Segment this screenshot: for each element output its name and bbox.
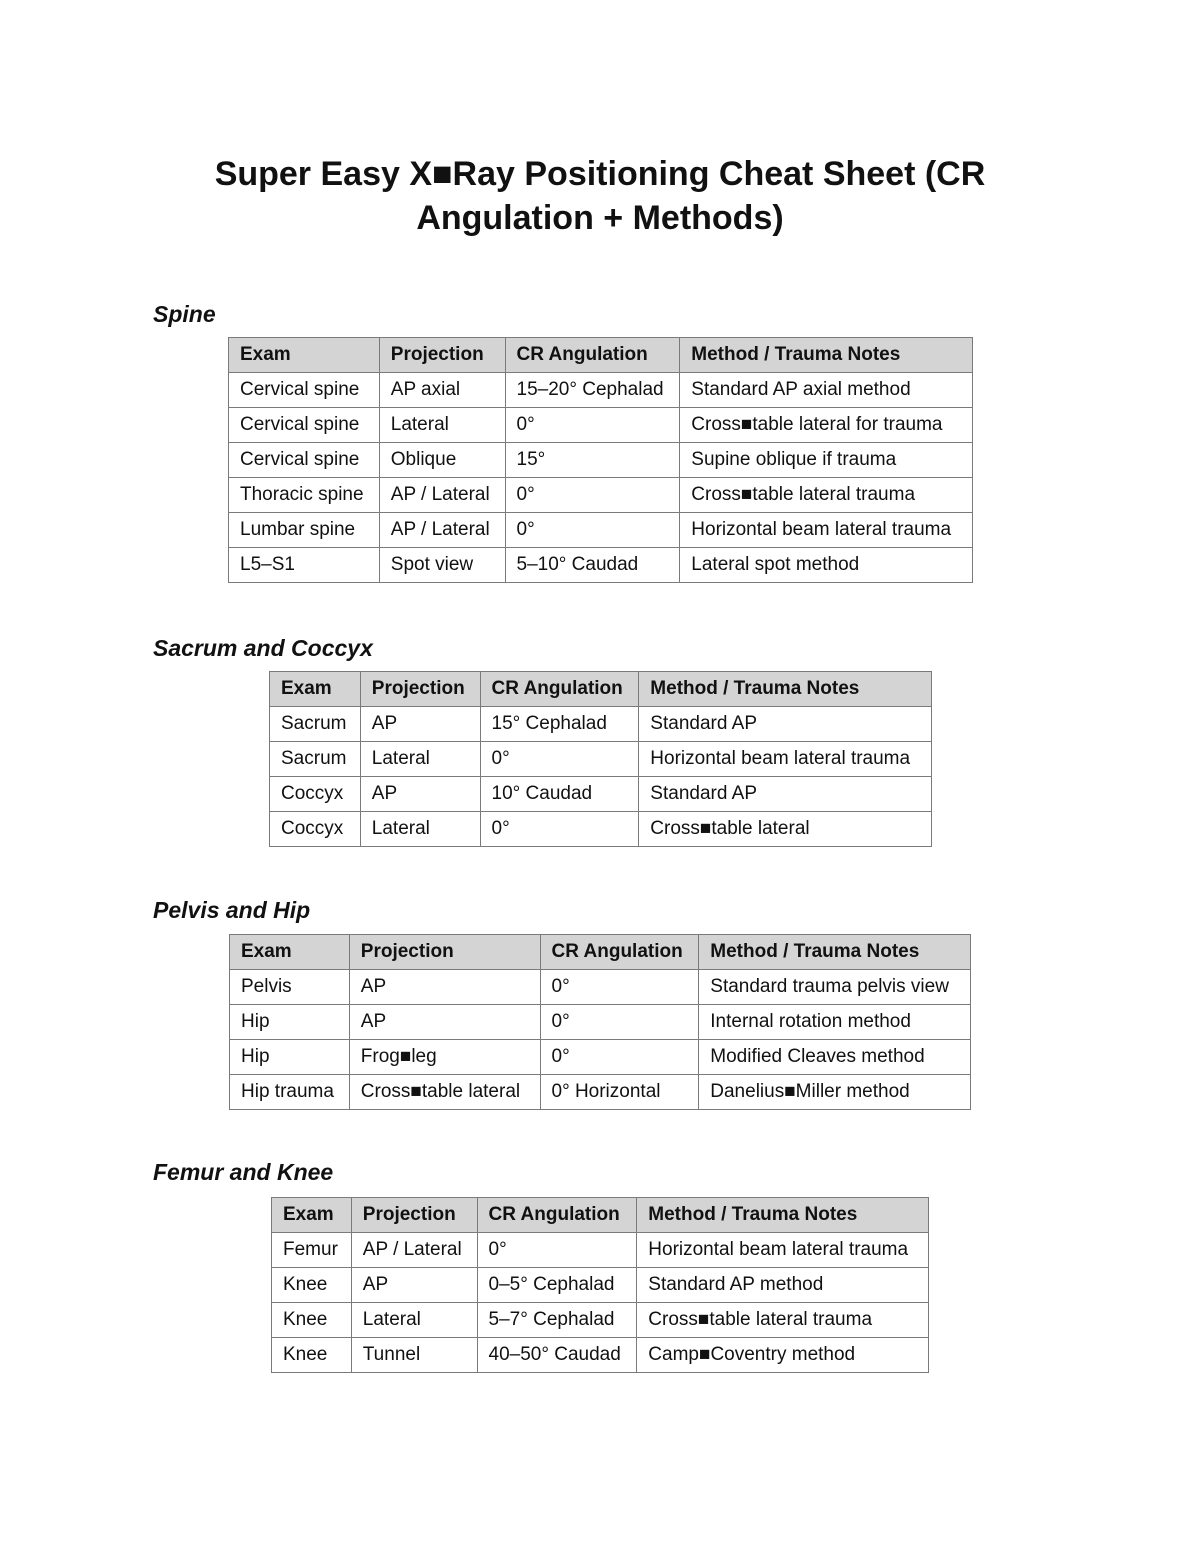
table-row	[230, 1040, 971, 1075]
cell-method: Camp■Coventry method	[637, 1338, 929, 1373]
cell-projection: AP / Lateral	[379, 478, 505, 513]
table-row	[230, 970, 971, 1005]
table-row	[229, 408, 973, 443]
table-header-row	[229, 338, 973, 373]
cell-exam: Coccyx	[270, 812, 361, 847]
cell-projection: AP / Lateral	[379, 513, 505, 548]
cell-cr-angulation: 5–10° Caudad	[505, 548, 680, 583]
column-header-method: Method / Trauma Notes	[680, 338, 973, 373]
cell-exam: Femur	[272, 1233, 352, 1268]
cell-cr-angulation: 0° Horizontal	[540, 1075, 699, 1110]
cell-cr-angulation: 15°	[505, 443, 680, 478]
cell-projection: Lateral	[360, 742, 480, 777]
column-header-projection: Projection	[360, 672, 480, 707]
cell-projection: Lateral	[351, 1303, 477, 1338]
cell-cr-angulation: 0°	[540, 1040, 699, 1075]
column-header-cr-angulation: CR Angulation	[477, 1198, 637, 1233]
cell-exam: Coccyx	[270, 777, 361, 812]
cell-projection: AP	[349, 1005, 540, 1040]
cell-cr-angulation: 15–20° Cephalad	[505, 373, 680, 408]
column-header-cr-angulation: CR Angulation	[480, 672, 639, 707]
column-header-projection: Projection	[379, 338, 505, 373]
cell-method: Standard AP axial method	[680, 373, 973, 408]
cell-cr-angulation: 10° Caudad	[480, 777, 639, 812]
cell-cr-angulation: 5–7° Cephalad	[477, 1303, 637, 1338]
table-row	[229, 373, 973, 408]
column-header-method: Method / Trauma Notes	[639, 672, 932, 707]
table-row	[270, 742, 932, 777]
cell-method: Lateral spot method	[680, 548, 973, 583]
cell-exam: Knee	[272, 1338, 352, 1373]
column-header-cr-angulation: CR Angulation	[505, 338, 680, 373]
cell-method: Horizontal beam lateral trauma	[637, 1233, 929, 1268]
section-heading-pelvis-hip: Pelvis and Hip	[153, 897, 311, 923]
table-header-row	[270, 672, 932, 707]
cell-exam: Cervical spine	[229, 408, 380, 443]
table-row	[272, 1233, 929, 1268]
table-row	[230, 1005, 971, 1040]
cell-exam: Knee	[272, 1268, 352, 1303]
column-header-exam: Exam	[230, 935, 350, 970]
cell-exam: Hip	[230, 1005, 350, 1040]
section-heading-spine: Spine	[153, 301, 216, 327]
cell-exam: Sacrum	[270, 742, 361, 777]
cell-cr-angulation: 0°	[505, 408, 680, 443]
pelvis-hip-table	[229, 934, 971, 1110]
cell-projection: AP / Lateral	[351, 1233, 477, 1268]
cell-projection: Lateral	[360, 812, 480, 847]
cell-exam: Sacrum	[270, 707, 361, 742]
cell-projection: Cross■table lateral	[349, 1075, 540, 1110]
cell-method: Modified Cleaves method	[699, 1040, 971, 1075]
spine-table	[228, 337, 973, 583]
cell-exam: Pelvis	[230, 970, 350, 1005]
table-row	[229, 513, 973, 548]
table-header-row	[230, 935, 971, 970]
cell-method: Cross■table lateral trauma	[680, 478, 973, 513]
cell-exam: Hip trauma	[230, 1075, 350, 1110]
table-row	[229, 478, 973, 513]
column-header-method: Method / Trauma Notes	[699, 935, 971, 970]
cell-projection: AP	[349, 970, 540, 1005]
cell-projection: AP	[360, 707, 480, 742]
column-header-projection: Projection	[349, 935, 540, 970]
table-row	[272, 1303, 929, 1338]
table-row	[272, 1338, 929, 1373]
cell-cr-angulation: 0°	[540, 970, 699, 1005]
cell-exam: Cervical spine	[229, 443, 380, 478]
cell-cr-angulation: 40–50° Caudad	[477, 1338, 637, 1373]
cell-exam: Hip	[230, 1040, 350, 1075]
cell-projection: AP	[360, 777, 480, 812]
page-title: Super Easy X■Ray Positioning Cheat Sheet (CR Angulation + Methods)	[214, 155, 986, 237]
table-row	[230, 1075, 971, 1110]
column-header-cr-angulation: CR Angulation	[540, 935, 699, 970]
cell-method: Standard trauma pelvis view	[699, 970, 971, 1005]
cell-method: Horizontal beam lateral trauma	[680, 513, 973, 548]
cell-exam: Cervical spine	[229, 373, 380, 408]
cell-exam: Lumbar spine	[229, 513, 380, 548]
section-heading-sacrum-coccyx: Sacrum and Coccyx	[153, 635, 373, 661]
cell-method: Horizontal beam lateral trauma	[639, 742, 932, 777]
cell-projection: Lateral	[379, 408, 505, 443]
cell-method: Cross■table lateral trauma	[637, 1303, 929, 1338]
table-row	[270, 777, 932, 812]
table-row	[229, 443, 973, 478]
table-row	[229, 548, 973, 583]
cell-projection: Frog■leg	[349, 1040, 540, 1075]
cell-cr-angulation: 15° Cephalad	[480, 707, 639, 742]
cell-method: Standard AP	[639, 777, 932, 812]
cell-cr-angulation: 0–5° Cephalad	[477, 1268, 637, 1303]
cell-projection: AP axial	[379, 373, 505, 408]
cell-method: Standard AP	[639, 707, 932, 742]
cell-projection: Spot view	[379, 548, 505, 583]
cell-method: Cross■table lateral for trauma	[680, 408, 973, 443]
cell-cr-angulation: 0°	[480, 742, 639, 777]
table-row	[272, 1268, 929, 1303]
cell-projection: Tunnel	[351, 1338, 477, 1373]
column-header-exam: Exam	[272, 1198, 352, 1233]
cell-cr-angulation: 0°	[505, 478, 680, 513]
table-row	[270, 812, 932, 847]
cell-cr-angulation: 0°	[480, 812, 639, 847]
column-header-method: Method / Trauma Notes	[637, 1198, 929, 1233]
cell-exam: L5–S1	[229, 548, 380, 583]
cell-method: Supine oblique if trauma	[680, 443, 973, 478]
column-header-projection: Projection	[351, 1198, 477, 1233]
cell-cr-angulation: 0°	[505, 513, 680, 548]
cell-projection: AP	[351, 1268, 477, 1303]
cell-method: Cross■table lateral	[639, 812, 932, 847]
cell-cr-angulation: 0°	[540, 1005, 699, 1040]
cell-cr-angulation: 0°	[477, 1233, 637, 1268]
cell-exam: Thoracic spine	[229, 478, 380, 513]
section-heading-femur-knee: Femur and Knee	[153, 1159, 334, 1185]
column-header-exam: Exam	[229, 338, 380, 373]
sacrum-coccyx-table	[269, 671, 932, 847]
cell-method: Standard AP method	[637, 1268, 929, 1303]
table-header-row	[272, 1198, 929, 1233]
femur-knee-table	[271, 1197, 929, 1373]
cell-method: Danelius■Miller method	[699, 1075, 971, 1110]
table-row	[270, 707, 932, 742]
cell-method: Internal rotation method	[699, 1005, 971, 1040]
column-header-exam: Exam	[270, 672, 361, 707]
cell-projection: Oblique	[379, 443, 505, 478]
cell-exam: Knee	[272, 1303, 352, 1338]
